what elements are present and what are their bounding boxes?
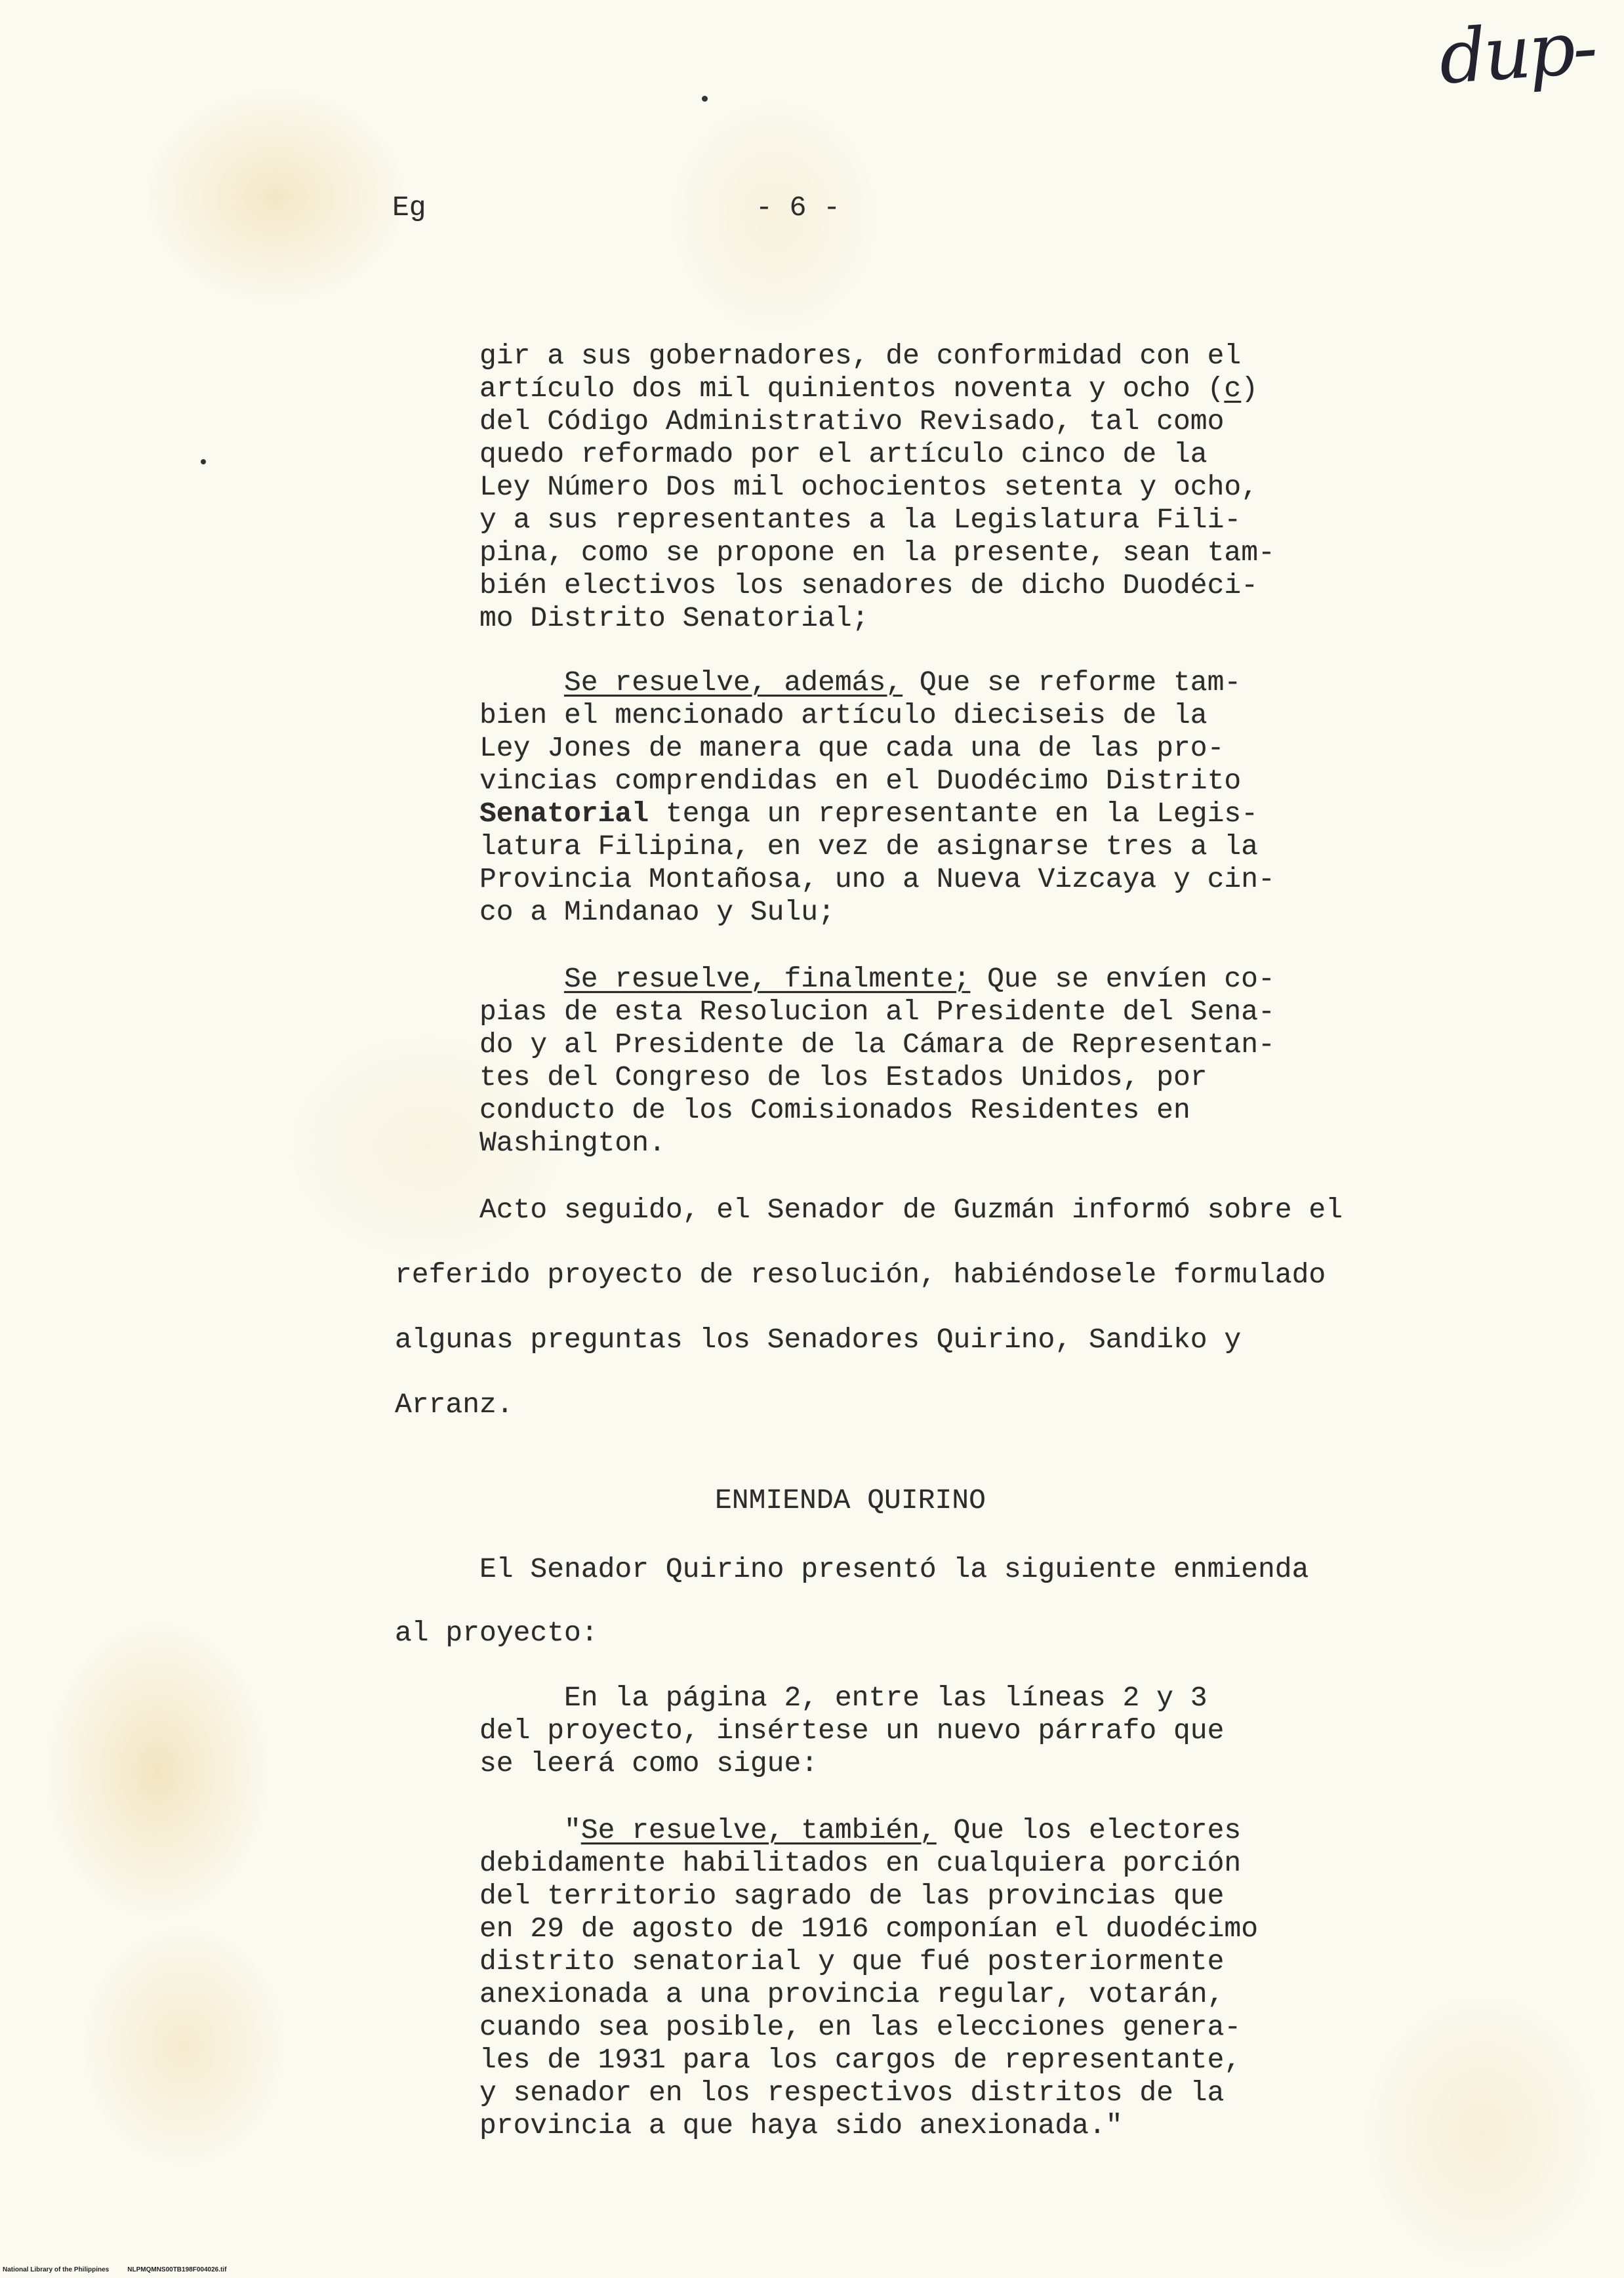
minutes-paragraph [395,1177,1343,1437]
overstruck-word: Senatorial [479,798,649,830]
amendment-intro-paragraph [395,1537,1309,1665]
clause-line: latura Filipina, en vez de asignarse tres a la [479,830,1258,863]
clause-line: Ley Jones de manera que cada una de las pro- [479,732,1225,764]
clause-line: y a sus representantes a la Legislatura Fili- [479,504,1242,536]
line-text: artículo dos mil quinientos noventa y ocho ( [479,373,1225,405]
paragraph-line: Acto seguido, el Senador de Guzmán informó sobre el [479,1194,1343,1226]
clause-line [479,666,1275,699]
amendment-instruction [479,1682,1224,1780]
line-text: Que los electores [936,1814,1242,1846]
clause-line [479,373,1275,405]
underlined-letter: c [1224,373,1242,405]
paragraph-line: Arranz. [395,1389,514,1421]
clause-line: Ley Número Dos mil ochocientos setenta y ocho, [479,471,1258,503]
quote-mark: " [564,1814,581,1846]
clause-line: do y al Presidente de la Cámara de Representan- [479,1028,1275,1061]
paragraph-line: El Senador Quirino presentó la siguiente enmienda [479,1553,1309,1585]
resolution-clause-finalmente [479,963,1275,1160]
clause-line: Provincia Montañosa, uno a Nueva Vizcaya y cin- [479,863,1275,895]
clause-line [479,963,1275,996]
paragraph-line: referido proyecto de resolución, habiéndosele formulado [395,1259,1326,1291]
underlined-phrase: Se resuelve, también, [580,1814,937,1846]
section-heading: ENMIENDA QUIRINO [715,1484,986,1516]
clause-line: Washington. [479,1127,666,1159]
clause-line: les de 1931 para los cargos de representante, [479,2044,1242,2076]
archive-name: National Library of the Philippines [3,2266,110,2273]
clause-line: del Código Administrativo Revisado, tal como [479,405,1225,437]
clause-line: anexionada a una provincia regular, votarán, [479,1978,1225,2010]
line-text: ) [1241,373,1259,405]
clause-line: cuando sea posible, en las elecciones genera- [479,2011,1242,2043]
amendment-quoted-text [479,1814,1258,2142]
resolution-clause-ademas [479,666,1275,929]
clause-line: del proyecto, insértese un nuevo párrafo que [479,1715,1225,1747]
clause-line: mo Distrito Senatorial; [479,602,869,634]
clause-line: quedo reformado por el artículo cinco de la [479,438,1208,470]
page-number: - 6 - [756,192,841,224]
clause-line: vincias comprendidas en el Duodécimo Distrito [479,765,1242,797]
clause-line: gir a sus gobernadores, de conformidad con el [479,340,1242,372]
file-name: NLPMQMNS00TB198F004026.tif [127,2266,227,2273]
ink-speck [702,96,708,102]
clause-line [479,1814,1258,1847]
ink-speck [201,459,206,464]
clause-line: provincia a que haya sido anexionada." [479,2109,1123,2142]
clause-line: bien el mencionado artículo dieciseis de la [479,699,1208,731]
underlined-phrase: Se resuelve, además, [564,666,903,699]
clause-line: En la página 2, entre las líneas 2 y 3 [564,1682,1208,1714]
clause-line: pias de esta Resolucion al Presidente del Sena- [479,996,1275,1028]
clause-line: se leerá como sigue: [479,1747,819,1780]
clause-line: bién electivos los senadores de dicho Duodéci- [479,569,1258,601]
scan-footer [3,2266,226,2274]
underlined-phrase: Se resuelve, finalmente; [564,963,971,995]
clause-line: conducto de los Comisionados Residentes en [479,1094,1190,1126]
clause-line: tes del Congreso de los Estados Unidos, por [479,1061,1208,1093]
handwritten-annotation: dup- [1436,5,1598,101]
line-text: Que se reforme tam- [903,666,1242,699]
clause-line: distrito senatorial y que fué posteriormente [479,1945,1225,1978]
paragraph-line: al proyecto: [395,1617,598,1649]
clause-line: y senador en los respectivos distritos de la [479,2077,1225,2109]
clause-line: debidamente habilitados en cualquiera porción [479,1847,1242,1879]
clause-line [479,798,1275,830]
resolution-clause-continuation [479,340,1275,635]
clause-line: en 29 de agosto de 1916 componían el duodécimo [479,1913,1258,1945]
clause-line: co a Mindanao y Sulu; [479,896,835,928]
line-text: Que se envíen co- [970,963,1275,995]
line-text: tenga un representante en la Legis- [649,798,1258,830]
paragraph-line: algunas preguntas los Senadores Quirino, Sandiko y [395,1324,1242,1356]
typist-initials: Eg [392,192,426,224]
clause-line: pina, como se propone en la presente, sean tam- [479,537,1275,569]
clause-line: del territorio sagrado de las provincias que [479,1880,1225,1912]
